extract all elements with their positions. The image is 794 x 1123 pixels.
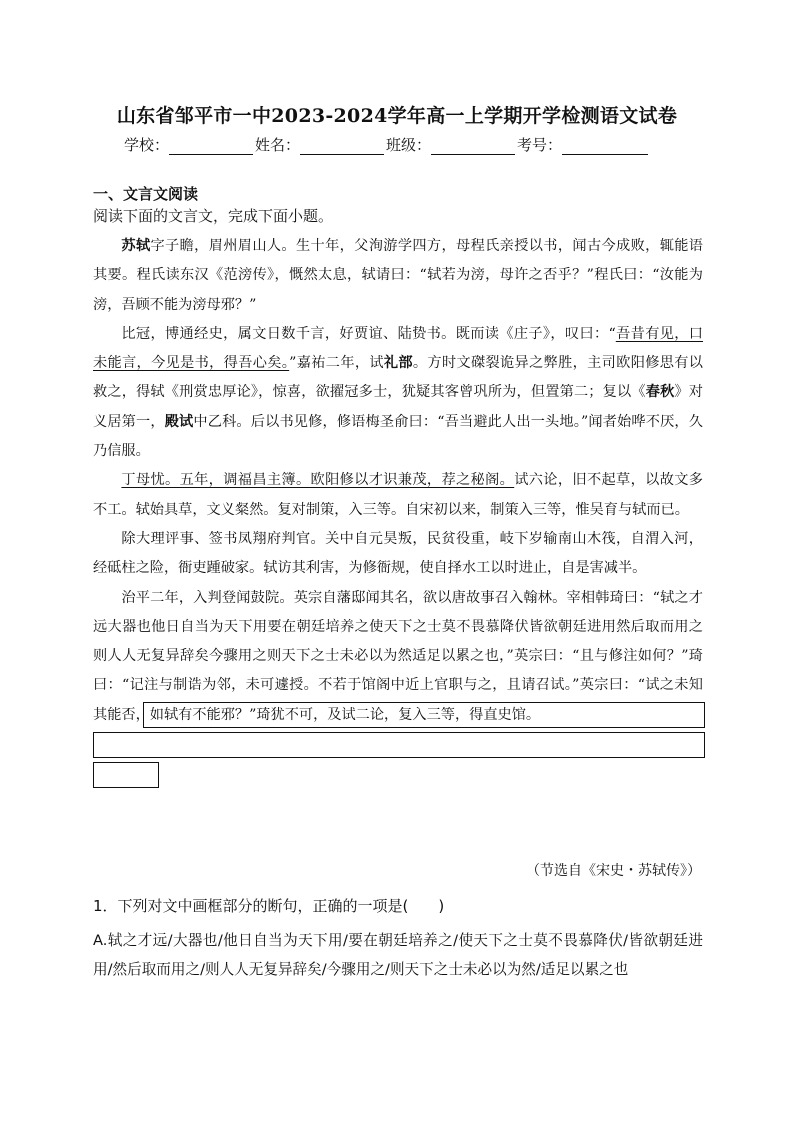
passage-paragraph-4: 除大理评事、签书凤翔府判官。关中自元昊叛，民贫役重，岐下岁输南山木筏，自渭入河，经砥柱之险，衙吏踵破家。轼访其利害，为修衙规，使自择水工以时进止，自是害减半。 <box>93 530 703 577</box>
paragraph-text: 试六论，旧不起草，以故文多不工。轼始具草，文义粲然。复对制策，入三等。自宋初以来，制策入三等，惟吴育与轼而已。 <box>93 472 703 518</box>
underlined-sentence-2: 丁母忧。五年，调福昌主簿。欧阳修以才识兼茂，荐之秘阁。 <box>121 472 515 489</box>
student-info-row <box>124 134 650 155</box>
classical-passage <box>93 232 703 730</box>
paragraph-text: 》对义居第一， <box>93 384 703 430</box>
name-blank[interactable] <box>300 138 384 155</box>
boxed-passage-frame-line-3 <box>93 762 159 788</box>
name-label: 姓名： <box>255 136 301 154</box>
school-label: 学校： <box>124 136 170 154</box>
school-blank[interactable] <box>169 138 253 155</box>
paragraph-text: 。方时文磔裂诡异之弊胜，主司欧阳修思有以救之，得轼《刑赏忠厚论》，惊喜，欲擢冠多士，犹疑其客曾巩所为，但置第二；复以《 <box>93 355 703 401</box>
underlined-sentence-1: 吾昔有见，口未能言，今见是书，得吾心矣。 <box>93 325 703 372</box>
paragraph-text: ”嘉祐二年，试 <box>289 355 384 372</box>
boxed-passage-frame-line-2 <box>93 732 705 758</box>
section-instruction: 阅读下面的文言文，完成下面小题。 <box>93 207 334 225</box>
passage-source: （节选自《宋史・苏轼传》） <box>526 863 701 879</box>
paragraph-text: 比冠，博通经史，属文日数千言，好贾谊、陆贽书。既而读《庄子》，叹曰：“ <box>121 325 616 342</box>
paragraph-text: ”英宗曰：“且与修注如何？”琦曰：“记注与制诰为邻，未可遽授。不若于馆阁中近上官职与之，且请召试。”英宗曰：“试之未知其能否，如轼有不能邪？”琦犹不可，及试二论，复入三等，得直史馆。 <box>93 648 703 723</box>
passage-paragraph-5 <box>93 584 703 730</box>
question-1-stem: 1．下列对文中画框部分的断句，正确的一项是( ) <box>93 897 445 915</box>
bold-term-dianshi: 殿试 <box>164 413 194 430</box>
exam-number-label: 考号： <box>517 136 563 154</box>
passage-paragraph-2 <box>93 320 703 466</box>
exam-number-blank[interactable] <box>562 138 648 155</box>
exam-title: 山东省邹平市一中2023-2024学年高一上学期开学检测语文试卷 <box>116 105 678 127</box>
boxed-passage: 轼之才远大器也他日自当为天下用要在朝廷培养之使天下之士莫不畏慕降伏皆欲朝廷进用然后取而用之则人人无复异辞矣今骤用之则天下之士未必以为然适足以累之也， <box>93 589 703 665</box>
passage-paragraph-3 <box>93 466 703 525</box>
paragraph-text: 字子瞻，眉州眉山人。生十年，父洵游学四方，母程氏亲授以书，闻古今成败，辄能语其要。程氏读东汉《范滂传》，慨然太息，轼请曰：“轼若为滂，母许之否乎？”程氏曰：“汝能为滂，吾顾不能为滂母邪？” <box>93 238 703 313</box>
class-blank[interactable] <box>431 138 515 155</box>
paragraph-text: 中乙科。后以书见修，修语梅圣俞曰：“吾当避此人出一头地。”闻者始哗不厌，久乃信服。 <box>93 413 703 460</box>
bold-term-chunqiu: 春秋 <box>645 384 675 401</box>
person-name: 苏轼 <box>121 238 151 254</box>
passage-paragraph-1 <box>93 232 703 320</box>
paragraph-text: 治平二年，入判登闻鼓院。英宗自藩邸闻其名，欲以唐故事召入翰林。宰相韩琦曰：“ <box>121 589 660 606</box>
question-1-option-a[interactable]: A.轼之才远/大器也/他日自当为天下用/要在朝廷培养之/使天下之士莫不畏慕降伏/皆欲朝廷进用/然后取而用之/则人人无复异辞矣/今骤用之/则天下之士未必以为然/适足以累之也 <box>93 932 703 978</box>
class-label: 班级： <box>386 136 432 154</box>
section-heading: 一、文言文阅读 <box>93 185 199 203</box>
bold-term-libu: 礼部 <box>383 355 413 372</box>
